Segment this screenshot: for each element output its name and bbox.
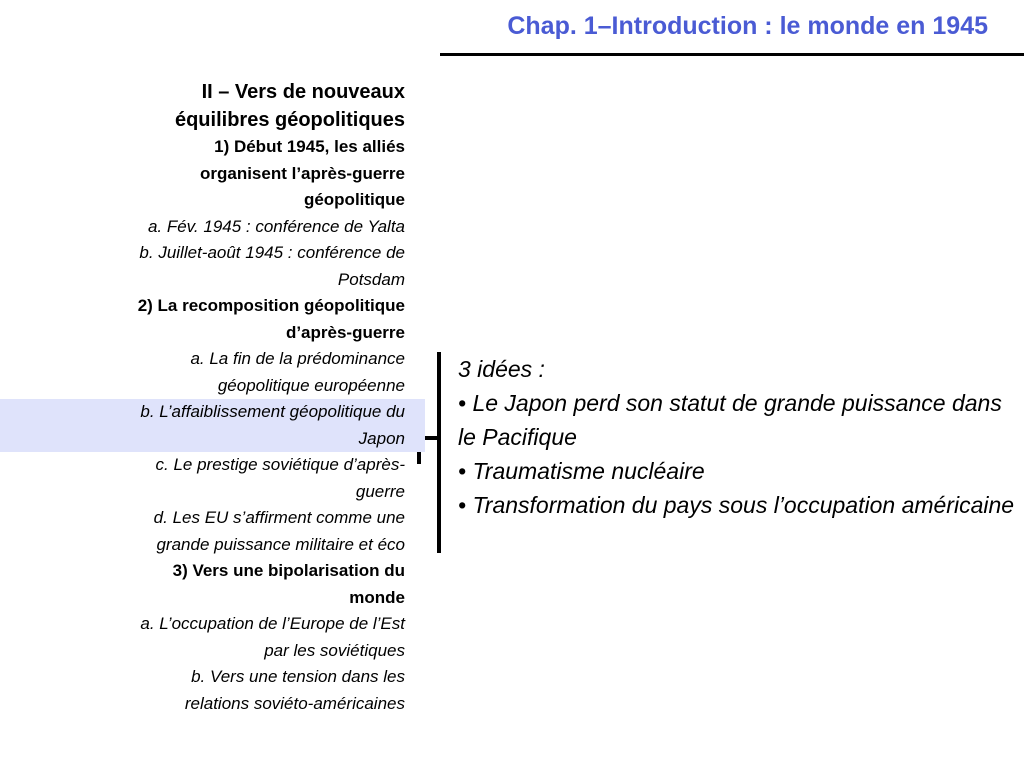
item-line: par les soviétiques <box>264 640 405 660</box>
item-line: d. Les EU s’affirment comme une <box>153 508 405 527</box>
detail-point: • Transformation du pays sous l’occupation américaine <box>458 492 1015 518</box>
item-line: b. L’affaiblissement géopolitique du <box>140 402 405 421</box>
outline-panel <box>0 78 405 717</box>
bracket-vertical-bar <box>437 352 441 553</box>
detail-panel <box>458 352 1018 522</box>
item-line: grande puissance militaire et éco <box>156 534 405 554</box>
item-line: Potsdam <box>337 269 405 289</box>
detail-point: • Traumatisme nucléaire <box>458 458 705 484</box>
part3-item-a <box>0 611 405 664</box>
part2-item-d <box>0 505 405 558</box>
part-title-line: monde <box>349 587 405 607</box>
detail-heading: 3 idées : <box>458 356 545 382</box>
item-line: b. Juillet-août 1945 : conférence de <box>139 243 405 262</box>
detail-point: • Le Japon perd son statut de grande puissance dans le Pacifique <box>458 390 1002 450</box>
item-line: b. Vers une tension dans les <box>191 667 405 686</box>
section-heading <box>0 78 405 134</box>
part3-item-b <box>0 664 405 717</box>
section-heading-line: équilibres géopolitiques <box>174 109 405 131</box>
item-line: a. Fév. 1945 : conférence de Yalta <box>147 216 405 236</box>
part-title-line: d’après-guerre <box>285 322 405 342</box>
part1-item-a <box>0 214 405 241</box>
section-heading-line: II – Vers de nouveaux <box>201 81 405 103</box>
part2-item-a <box>0 346 405 399</box>
part2-title <box>0 293 405 346</box>
part2-item-c <box>0 452 405 505</box>
part-title-line: organisent l’après-guerre <box>199 163 405 183</box>
title-underline <box>440 53 1024 56</box>
part1-title <box>0 134 405 214</box>
part3-title <box>0 558 405 611</box>
item-line: a. La fin de la prédominance <box>190 349 405 368</box>
item-line: a. L’occupation de l’Europe de l’Est <box>140 614 405 633</box>
part-title-line: 2) La recomposition géopolitique <box>137 296 405 315</box>
item-line: Japon <box>358 428 405 448</box>
item-line: relations soviéto-américaines <box>184 693 405 713</box>
part-title-line: 3) Vers une bipolarisation du <box>172 561 405 580</box>
part2-item-b-highlighted <box>0 399 405 452</box>
item-line: c. Le prestige soviétique d’après- <box>155 455 405 474</box>
chapter-title: Chap. 1–Introduction : le monde en 1945 <box>507 12 988 40</box>
part1-item-b <box>0 240 405 293</box>
item-line: géopolitique européenne <box>217 375 405 395</box>
item-line: guerre <box>355 481 405 501</box>
part-title-line: 1) Début 1945, les alliés <box>214 137 405 156</box>
part-title-line: géopolitique <box>303 190 405 209</box>
